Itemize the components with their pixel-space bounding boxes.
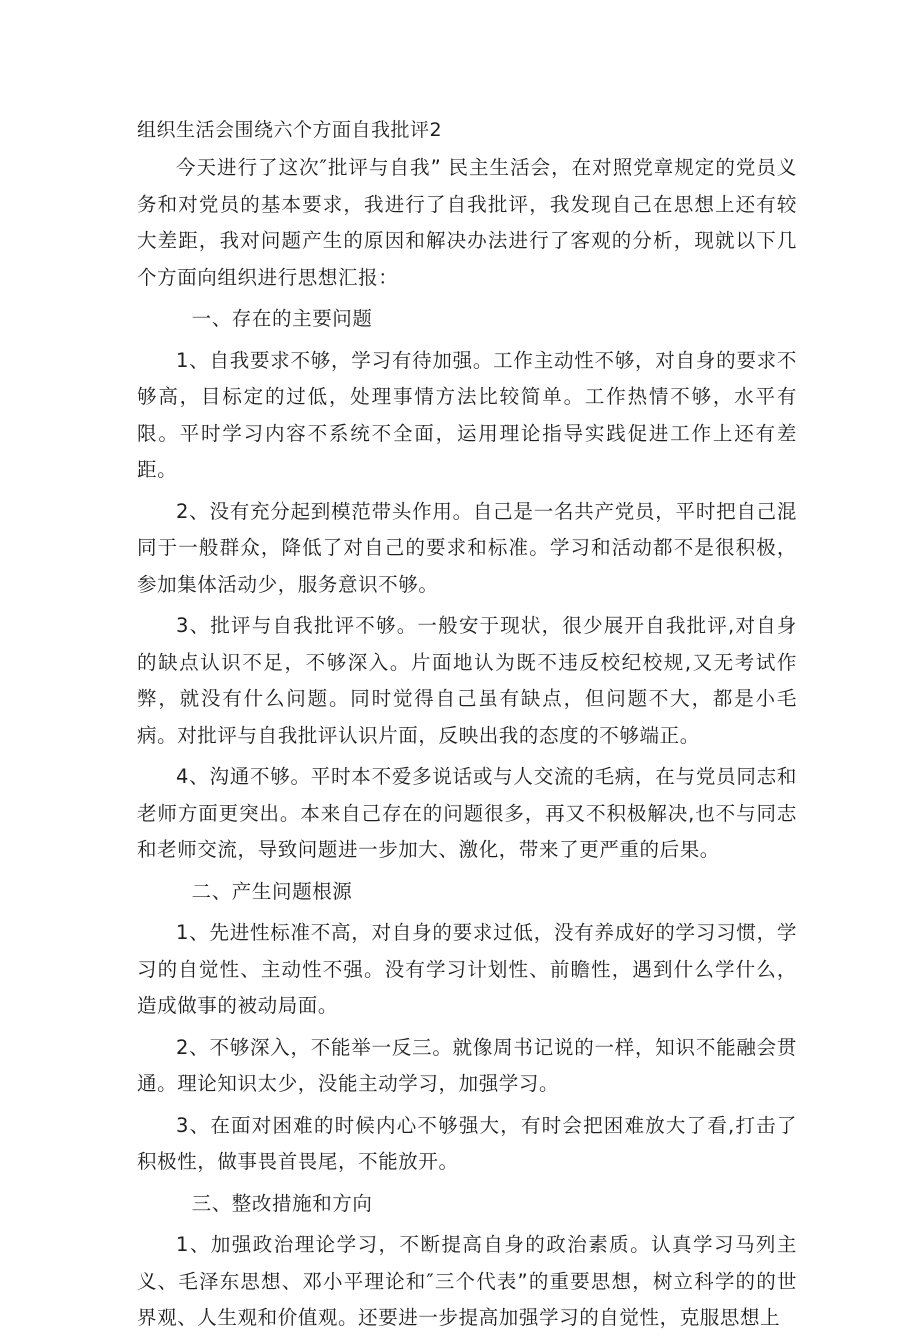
cause-item-1: 1、先进性标准不高，对自身的要求过低，没有养成好的学习习惯，学习的自觉性、主动性不强。没有学习计划性、前瞻性，遇到什么学什么，造成做事的被动局面。 xyxy=(137,921,797,1017)
measure-item-1: 1、加强政治理论学习，不断提高自身的政治素质。认真学习马列主义、毛泽东思想、邓小平理论和″三个代表”的重要思想，树立科学的的世界观、人生观和价值观。还要进一步提高加强学习的自觉性，克服思想上 xyxy=(137,1233,797,1329)
cause-item-2: 2、不够深入，不能举一反三。就像周书记说的一样，知识不能融会贯通。理论知识太少，没能主动学习，加强学习。 xyxy=(137,1035,797,1095)
section-heading-root-causes: 二、产生问题根源 xyxy=(191,879,353,903)
intro-paragraph: 今天进行了这次″批评与自我” 民主生活会，在对照党章规定的党员义务和对党员的基本要求，我进行了自我批评，我发现自己在思想上还有较大差距，我对问题产生的原因和解决办法进行了客观的分析，现就以下几个方面向组织进行思想汇报： xyxy=(137,156,797,289)
section-heading-measures: 三、整改措施和方向 xyxy=(191,1191,373,1215)
problem-item-1: 1、自我要求不够，学习有待加强。工作主动性不够，对自身的要求不够高，目标定的过低，处理事情方法比较简单。工作热情不够，水平有限。平时学习内容不系统不全面，运用理论指导实践促进工作上还有差距。 xyxy=(137,348,797,481)
section-heading-problems: 一、存在的主要问题 xyxy=(191,307,373,330)
problem-item-2: 2、没有充分起到模范带头作用。自己是一名共产党员，平时把自己混同于一般群众，降低了对自己的要求和标准。学习和活动都不是很积极，参加集体活动少，服务意识不够。 xyxy=(137,499,797,596)
problem-item-3: 3、批评与自我批评不够。一般安于现状，很少展开自我批评,对自身的缺点认识不足，不够深入。片面地认为既不违反校纪校规,又无考试作弊，就没有什么问题。同时觉得自己虽有缺点，但问题不大，都是小毛病。对批评与自我批评认识片面，反映出我的态度的不够端正。 xyxy=(137,614,797,747)
problem-item-4: 4、沟通不够。平时本不爱多说话或与人交流的毛病，在与党员同志和老师方面更突出。本来自己存在的问题很多，再又不积极解决,也不与同志和老师交流，导致问题进一步加大、激化，带来了更严重的后果。 xyxy=(137,765,797,861)
document-title: 组织生活会围绕六个方面自我批评2 xyxy=(137,119,443,141)
cause-item-3: 3、在面对困难的时候内心不够强大，有时会把困难放大了看,打击了积极性，做事畏首畏尾，不能放开。 xyxy=(137,1113,797,1173)
document-body xyxy=(137,114,797,1342)
